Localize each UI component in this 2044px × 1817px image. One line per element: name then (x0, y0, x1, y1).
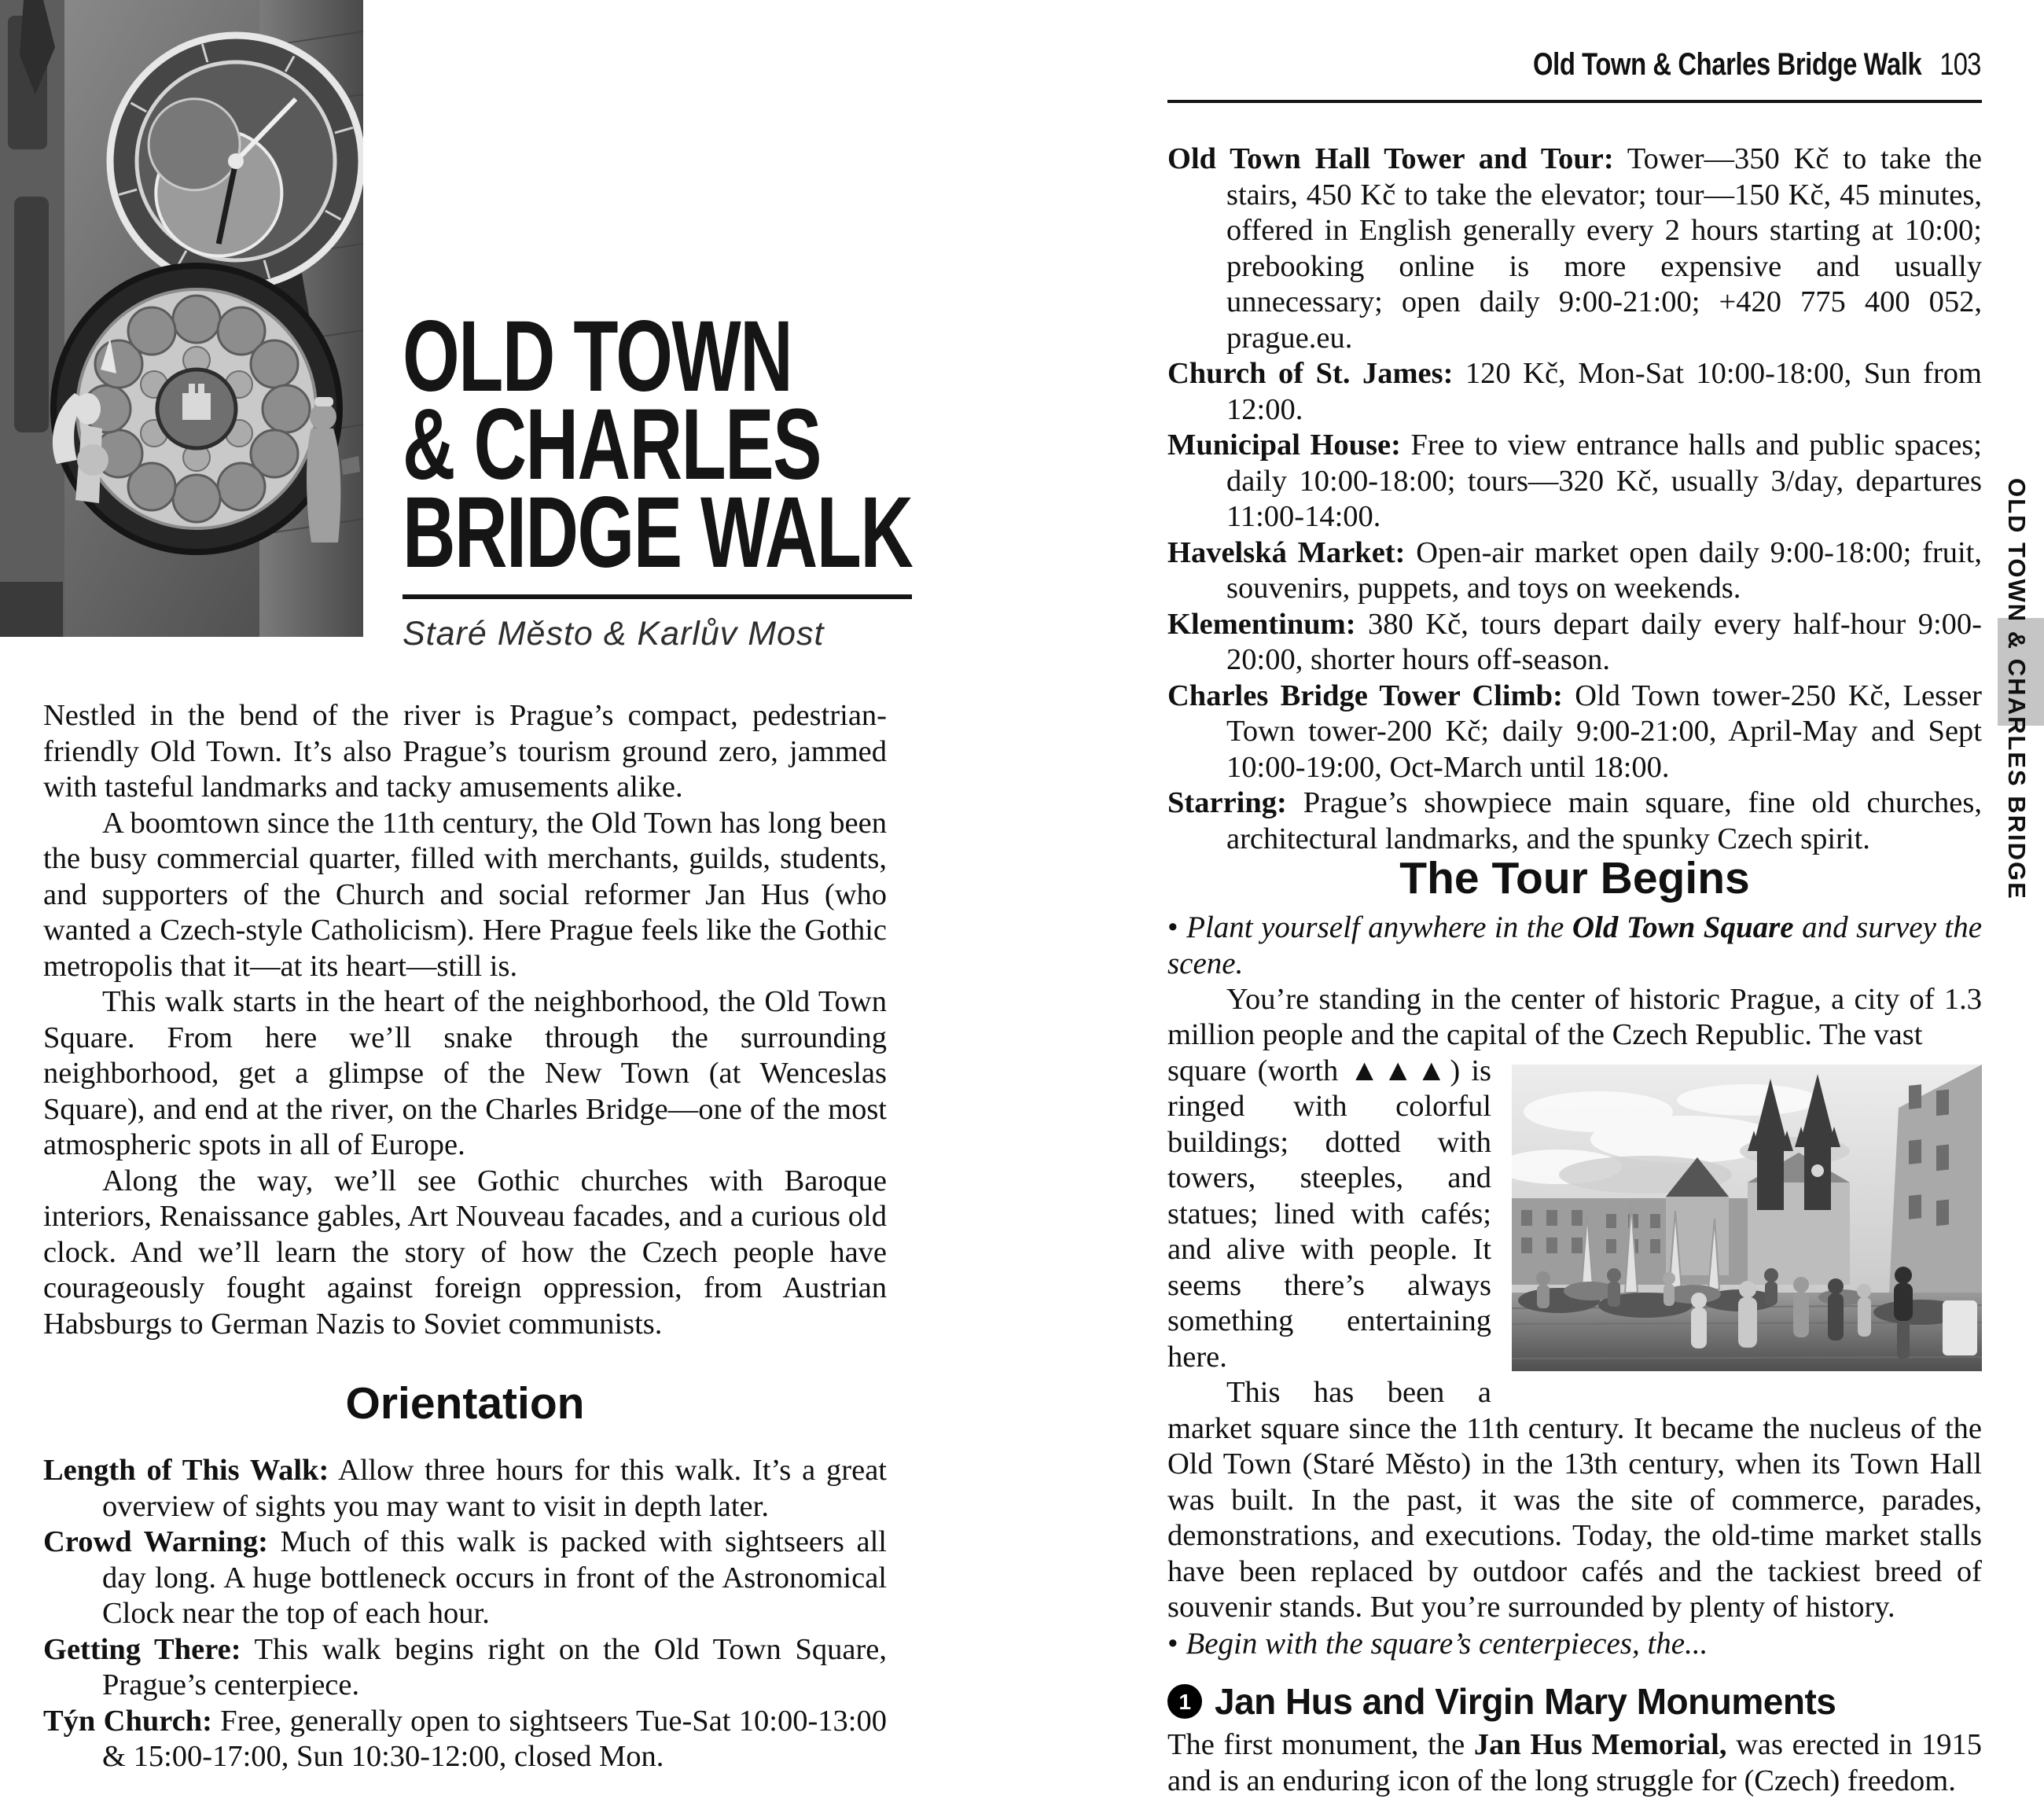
listing-label: Klementinum: (1167, 607, 1356, 641)
listing-item (1167, 428, 1982, 535)
orientation-heading: Orientation (345, 1378, 585, 1429)
listing-text: Prague’s showpiece main square, fine old churches, architectural landmarks, and the spunky Czech spirit. (1226, 786, 1983, 855)
listing-item (1167, 535, 1982, 607)
stop-paragraph (1167, 1727, 1982, 1799)
listing-label: Starring: (1167, 786, 1287, 819)
orientation-item-label: Length of This Walk: (43, 1454, 329, 1487)
tour-paragraph: This has been a market square since the 11th century. It became the nucleus of the Old Town (Staré Město) in the 13th century, when its Town Hall was built. In the past, it was the site of commerce, parades, demonstrations, and executions. Today, the old-time market stalls have been replaced by outdoor cafés and the tackiest breed of souvenir stands. But you’re surrounded by plenty of history. (1167, 1376, 1982, 1624)
sight-listings (1167, 142, 1982, 857)
orientation-item-text: Allow three hours for this walk. It’s a great overview of sights you may want to visit in depth later. (102, 1454, 887, 1523)
listing-item (1167, 679, 1982, 786)
orientation-item-label: Crowd Warning: (43, 1525, 268, 1558)
listing-label: Church of St. James: (1167, 357, 1454, 390)
listing-label: Havelská Market: (1167, 535, 1406, 569)
intro-paragraph: This walk starts in the heart of the neighborhood, the Old Town Square. From here we’ll snake through the surrounding neighborhood, get a glimpse of the New Town (at Wenceslas Square), and end at the river, on the Charles Bridge—one of the most atmospheric spots in all of Europe. (43, 985, 887, 1161)
listing-label: Charles Bridge Tower Climb: (1167, 679, 1563, 712)
orientation-item-text: Free, generally open to sightseers Tue-Sat 10:00-13:00 & 15:00-17:00, Sun 10:30-12:00, closed Mon. (102, 1704, 887, 1773)
listing-text: 380 Kč, tours depart daily every half-hour 9:00-20:00, shorter hours off-season. (1226, 607, 1982, 676)
intro-paragraphs (43, 698, 887, 1342)
chapter-thumb-tab-label: OLD TOWN & CHARLES BRIDGE (2003, 477, 2031, 900)
chapter-title-line-1: OLD TOWN (403, 300, 792, 413)
direction-text: and survey the scene. (1167, 910, 1982, 980)
old-town-square-illustration (1512, 1065, 1982, 1371)
stop-text: The first monument, the (1167, 1728, 1474, 1761)
direction-text: Begin with the square’s centerpieces, the... (1186, 1626, 1708, 1661)
orientation-item (43, 1704, 887, 1775)
astronomical-clock-photo (0, 0, 363, 637)
orientation-item-label: Getting There: (43, 1632, 241, 1666)
numbered-stop-heading (1167, 1680, 1982, 1722)
orientation-item-text: This walk begins right on the Old Town Square, Prague’s centerpiece. (102, 1632, 887, 1701)
intro-paragraph: Nestled in the bend of the river is Prague’s compact, pedestrian-friendly Old Town. It’s also Prague’s tourism ground zero, jammed with tasteful landmarks and tacky amusements alike. (43, 699, 887, 804)
chapter-title-line-3: BRIDGE WALK (403, 476, 913, 589)
listing-label: Municipal House: (1167, 429, 1401, 462)
orientation-item (43, 1525, 887, 1632)
listing-item (1167, 356, 1982, 428)
listing-label: Old Town Hall Tower and Tour: (1167, 142, 1614, 175)
tour-direction-bullet (1167, 1626, 1982, 1662)
chapter-title-block (403, 300, 921, 653)
tour-direction-bullet (1167, 910, 1982, 982)
running-header (1533, 47, 1981, 83)
bullet-icon: • (1167, 1626, 1186, 1661)
listing-text: Open-air market open daily 9:00-18:00; fruit, souvenirs, puppets, and toys on weekends. (1226, 535, 1982, 605)
listing-item (1167, 142, 1982, 356)
intro-paragraph: A boomtown since the 11th century, the Old Town has long been the busy commercial quarter, filled with merchants, guilds, students, and supporters of the Church and social reformer Jan Hus (who wanted a Czech-style Catholicism). Here Prague feels like the Gothic metropolis that it—at its heart—still is. (43, 806, 887, 983)
tour-text: ) is ringed with colorful buildings; dotted with towers, steeples, and statues; lined with cafés; and alive with people. It seems there’s always something entertaining here. (1167, 1054, 1491, 1374)
stop-text: was erected in 1915 and is an enduring icon of the long struggle for (Czech) freedom. (1167, 1728, 1982, 1797)
title-rule (403, 594, 912, 599)
chapter-subtitle: Staré Město & Karlův Most (403, 615, 825, 653)
tour-section (1167, 853, 1982, 1799)
direction-bold: Old Town Square (1572, 910, 1794, 944)
direction-text: Plant yourself anywhere in the (1186, 910, 1572, 944)
header-rule (1167, 100, 1982, 103)
running-header-title: Old Town & Charles Bridge Walk (1533, 47, 1922, 82)
chapter-title-line-2: & CHARLES (403, 388, 821, 501)
stop-number-badge: 1 (1167, 1684, 1202, 1719)
orientation-item (43, 1453, 887, 1525)
page-number: 103 (1939, 47, 1981, 82)
orientation-item-text: Much of this walk is packed with sightseers all day long. A huge bottleneck occurs in front of the Astronomical Clock near the top of each hour. (102, 1525, 887, 1630)
listing-text: 120 Kč, Mon-Sat 10:00-18:00, Sun from 12:00. (1226, 357, 1982, 426)
orientation-item-label: Týn Church: (43, 1704, 212, 1738)
rating-triangles-icon: ▲▲▲ (1349, 1054, 1450, 1087)
old-town-square-photo (1512, 1065, 1982, 1371)
orientation-list (43, 1453, 887, 1775)
tour-text: square (worth (1167, 1054, 1350, 1087)
tour-heading: The Tour Begins (1399, 853, 1750, 903)
stop-bold: Jan Hus Memorial, (1473, 1728, 1727, 1761)
tour-paragraph: You’re standing in the center of historic Prague, a city of 1.3 million people and the capital of the Czech Republic. The vast (1167, 982, 1982, 1051)
listing-text: Tower—350 Kč to take the stairs, 450 Kč to take the elevator; tour—150 Kč, 45 minutes, offered in English generally every 2 hours starting at 10:00; prebooking online is more expensive and usually unnecessary; open daily 9:00-21:00; +420 775 400 052, prague.eu. (1226, 142, 1982, 355)
astronomical-clock-illustration (0, 0, 363, 637)
listing-item (1167, 785, 1982, 857)
listing-text: Old Town tower-250 Kč, Lesser Town tower-200 Kč; daily 9:00-21:00, April-May and Sept 10:00-19:00, Oct-March until 18:00. (1226, 679, 1982, 784)
listing-item (1167, 607, 1982, 679)
bullet-icon: • (1167, 910, 1187, 944)
stop-heading-text: Jan Hus and Virgin Mary Monuments (1215, 1680, 1836, 1722)
listing-text: Free to view entrance halls and public spaces; daily 10:00-18:00; tours—320 Kč, usually 3/day, departures 11:00-14:00. (1226, 429, 1982, 533)
orientation-item (43, 1632, 887, 1704)
intro-paragraph: Along the way, we’ll see Gothic churches with Baroque interiors, Renaissance gables, Art Nouveau facades, and a curious old clock. And we’ll learn the story of how the Czech people have courageously fought against foreign oppression, from Austrian Habsburgs to German Nazis to Soviet communists. (43, 1164, 887, 1341)
